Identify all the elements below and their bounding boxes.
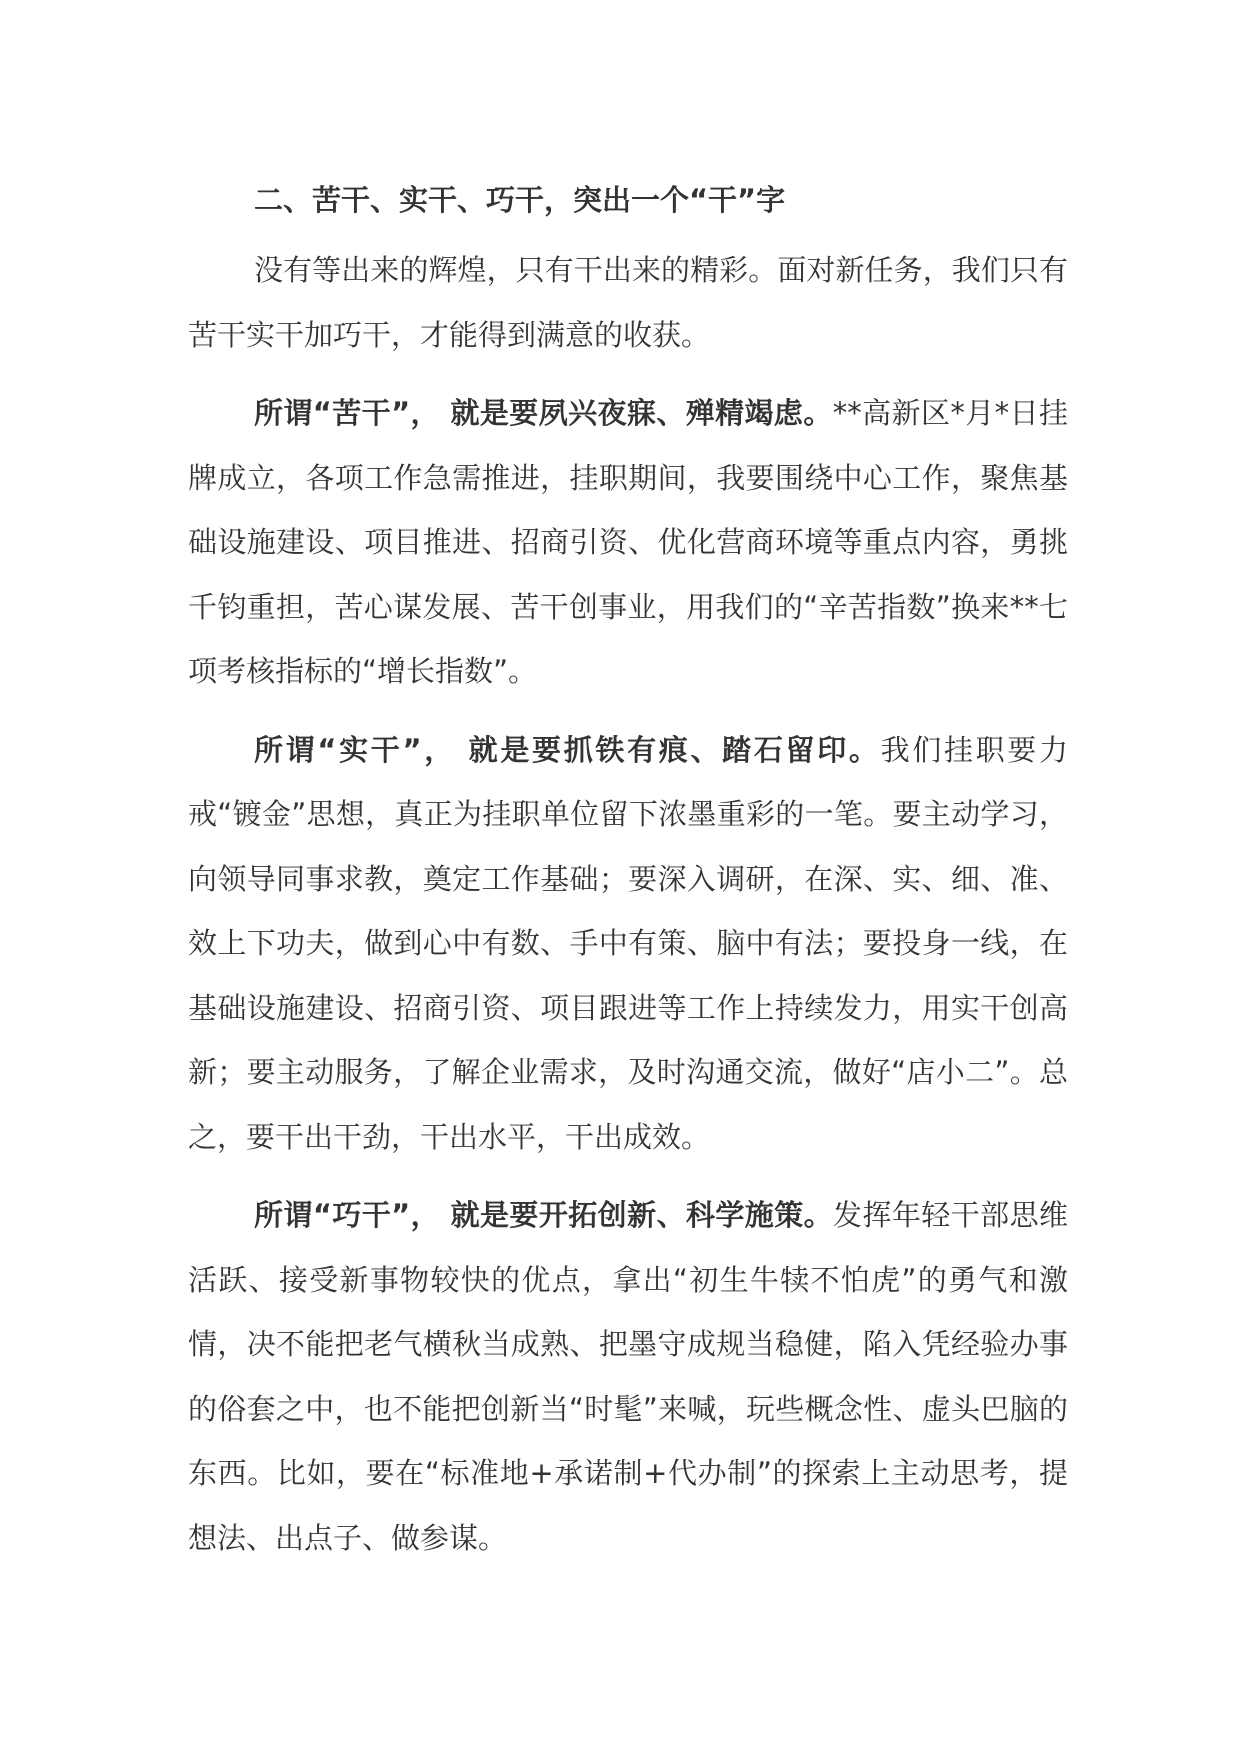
paragraph-qiao-gan (188, 1183, 1068, 1570)
paragraph-bold-lead: 所谓“苦干”， 就是要夙兴夜寐、殚精竭虑。 (254, 396, 833, 430)
paragraph-text: **高新区*月*日挂牌成立，各项工作急需推进，挂职期间，我要围绕中心工作，聚焦基础设施建设、项目推进、招商引资、优化营商环境等重点内容，勇挑千钧重担，苦心谋发展、苦干创事业，用我们的“辛苦指数”换来**七项考核指标的“增长指数”。 (188, 396, 1068, 688)
paragraph-text: 没有等出来的辉煌，只有干出来的精彩。面对新任务，我们只有苦干实干加巧干，才能得到满意的收获。 (188, 253, 1068, 352)
paragraph-bold-lead: 所谓“巧干”， 就是要开拓创新、科学施策。 (254, 1198, 834, 1232)
paragraph-ku-gan (188, 381, 1068, 704)
paragraph-intro (188, 238, 1068, 367)
document-body (188, 168, 1068, 1584)
paragraph-text: 我们挂职要力戒“镀金”思想，真正为挂职单位留下浓墨重彩的一笔。要主动学习，向领导同事求教，奠定工作基础；要深入调研，在深、实、细、准、效上下功夫，做到心中有数、手中有策、脑中有法；要投身一线，在基础设施建设、招商引资、项目跟进等工作上持续发力，用实干创高新；要主动服务，了解企业需求，及时沟通交流，做好“店小二”。总之，要干出干劲，干出水平，干出成效。 (188, 732, 1068, 1154)
paragraph-shi-gan (188, 718, 1068, 1170)
paragraph-text: 发挥年轻干部思维活跃、接受新事物较快的优点，拿出“初生牛犊不怕虎”的勇气和激情，决不能把老气横秋当成熟、把墨守成规当稳健，陷入凭经验办事的俗套之中，也不能把创新当“时髦”来喊，玩些概念性、虚头巴脑的东西。比如，要在“标准地+承诺制+代办制”的探索上主动思考，提想法、出点子、做参谋。 (188, 1198, 1068, 1555)
section-heading: 二、苦干、实干、巧干，突出一个“干”字 (254, 183, 786, 217)
paragraph-bold-lead: 所谓“实干”， 就是要抓铁有痕、踏石留印。 (254, 732, 881, 767)
